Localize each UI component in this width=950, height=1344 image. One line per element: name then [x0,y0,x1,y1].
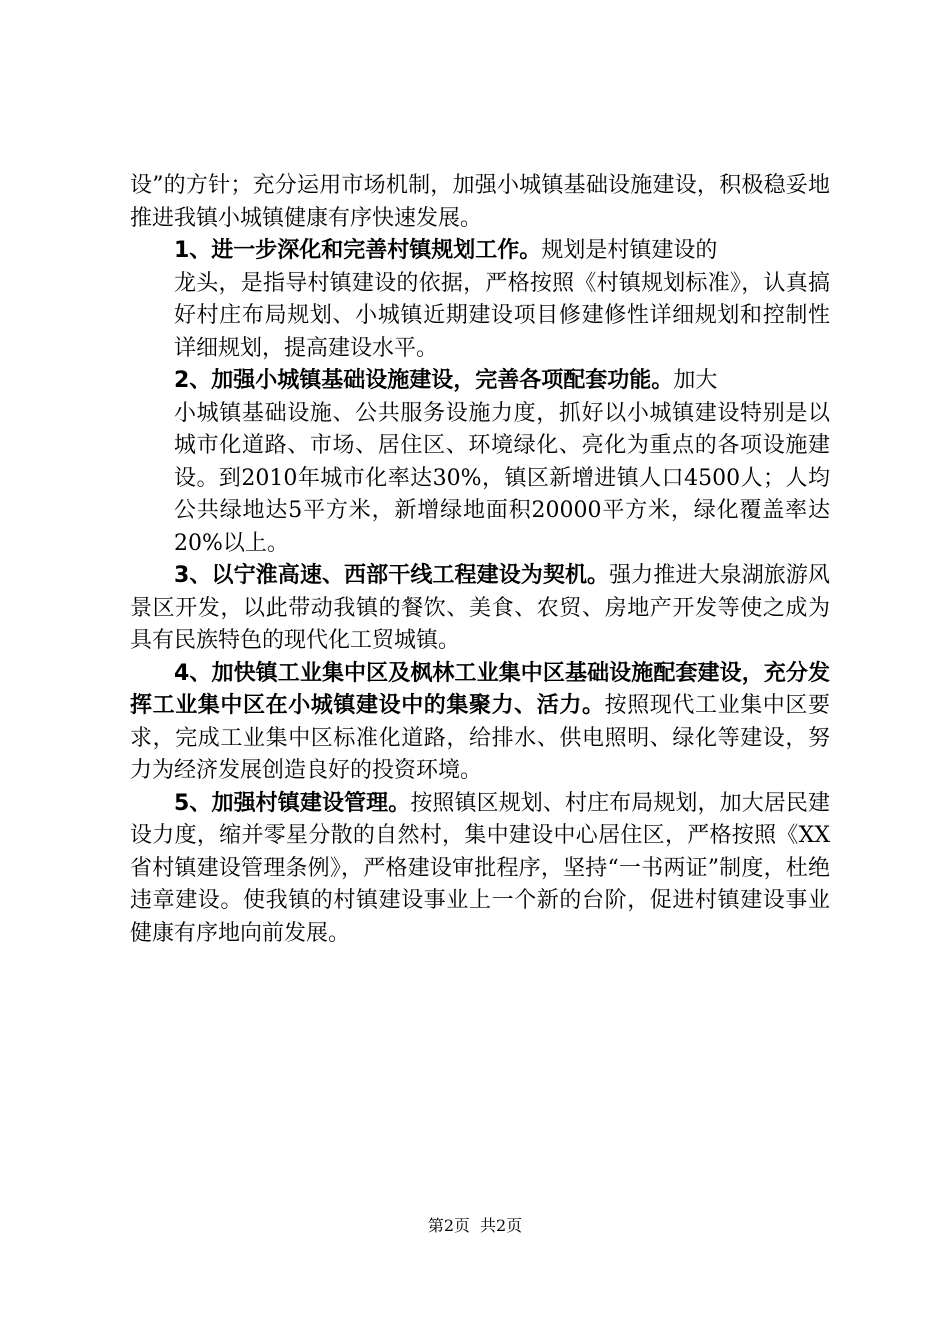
item-2-continuation: 小城镇基础设施、公共服务设施力度，抓好以小城镇建设特别是以城市化道路、市场、居住区、环境绿化、亮化为重点的各项设施建设。到2010年城市化率达30%，镇区新增进镇人口4500人；人均公共绿地达5平方米，新增绿地面积20000平方米，绿化覆盖率达20%以上。 [174,400,830,556]
item-1-first-line [130,235,830,268]
item-5-paragraph [130,788,830,951]
page-footer [0,1216,950,1236]
page-total: 共2页 [480,1216,523,1235]
item-1-continuation: 龙头，是指导村镇建设的依据，严格按照《村镇规划标准》，认真搞好村庄布局规划、小城镇近期建设项目修建修性详细规划和控制性详细规划，提高建设水平。 [174,270,830,361]
item-3-body: 强力推进大泉湖旅游风景区开发，以此带动我镇的餐饮、美食、农贸、房地产开发等使之成为具有民族特色的现代化工贸城镇。 [130,563,830,653]
item-4-body: 按照现代工业集中区要求，完成工业集中区标准化道路，给排水、供电照明、绿化等建设，努力为经济发展创造良好的投资环境。 [130,693,830,783]
item-5-body: 按照镇区规划、村庄布局规划，加大居民建设力度，缩并零星分散的自然村，集中建设中心居住区，严格按照《XX省村镇建设管理条例》，严格建设审批程序，坚持“一书两证”制度，杜绝违章建设。使我镇的村镇建设事业上一个新的台阶，促进村镇建设事业健康有序地向前发展。 [130,790,830,946]
intro-paragraph: 设”的方针；充分运用市场机制，加强小城镇基础设施建设，积极稳妥地推进我镇小城镇健康有序快速发展。 [130,173,830,231]
item-5-heading: 5、加强村镇建设管理。 [174,790,411,816]
item-1-heading: 1、进一步深化和完善村镇规划工作。 [174,238,542,263]
item-4-paragraph [130,658,830,788]
item-3-heading: 3、以宁淮高速、西部干线工程建设为契机。 [174,563,610,588]
item-4-heading: 4、加快镇工业集中区及枫林工业集中区基础设施配套建设，充分发挥工业集中区在小城镇建设中的集聚力、活力。 [130,660,830,718]
item-3-paragraph [130,560,830,658]
item-2-first-line [130,365,830,398]
item-2-heading: 2、加强小城镇基础设施建设，完善各项配套功能。 [174,368,674,393]
item-1-first-line-text: 规划是村镇建设的 [541,238,718,263]
item-2-first-line-text: 加大 [673,368,718,393]
page-number: 第2页 [427,1216,470,1235]
document-body [130,170,830,950]
